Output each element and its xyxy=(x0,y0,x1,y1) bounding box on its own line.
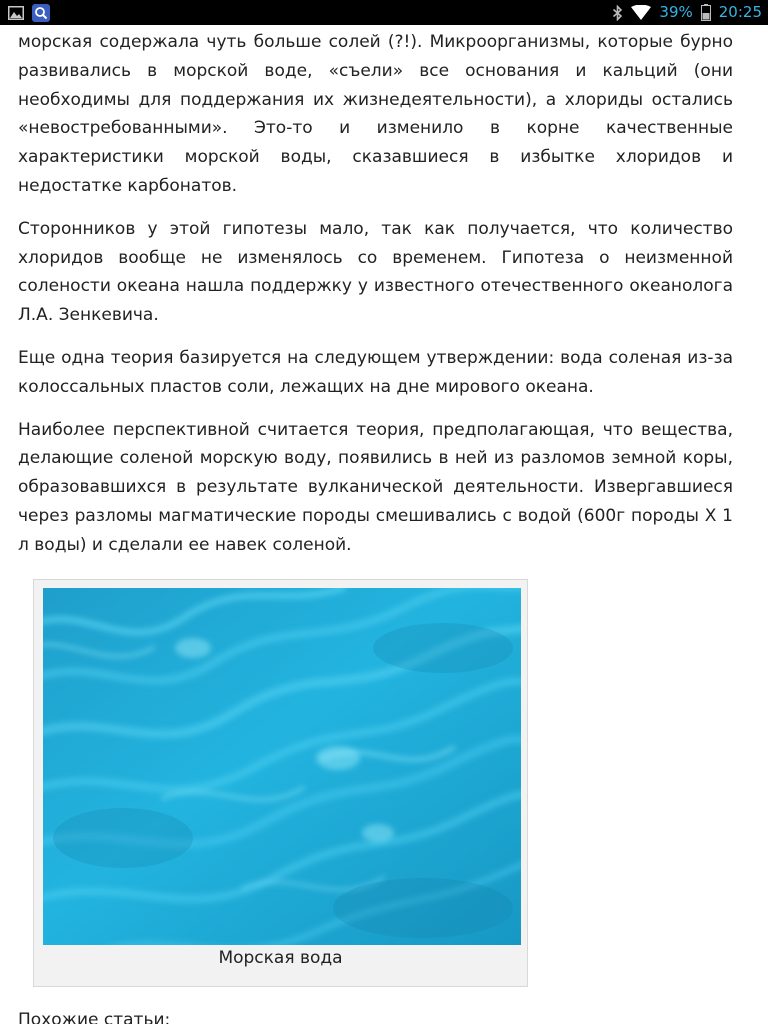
article-paragraph: морская содержала чуть больше солей (?!). Микроорганизмы, которые бурно развивались в морской воде, «съели» все основания и кальций (они необходимы для поддержания их жизнедеятельности), а хлориды остались «невостребованными». Это-то и изменило в корне качественные характеристики морской воды, сказавшиеся в избытке хлоридов и недостатке карбонатов. xyxy=(18,32,733,196)
article-body xyxy=(18,28,733,574)
battery-percent: 39% xyxy=(659,3,693,21)
status-bar-left xyxy=(8,4,50,22)
bluetooth-icon xyxy=(612,5,623,21)
search-app-icon[interactable] xyxy=(32,4,50,22)
status-bar-right xyxy=(612,0,762,25)
article-paragraph: Наиболее перспективной считается теория, предполагающая, что вещества, делающие соленой морскую воду, появились в ней из разломов земной коры, образовавшихся в результате вулканической деятельности. Извергавшиеся через разломы магматические породы смешивались с водой (600г породы Х 1 л воды) и сделали ее навек соленой. xyxy=(18,419,733,555)
clock: 20:25 xyxy=(718,3,762,21)
battery-icon xyxy=(701,4,711,21)
figure-caption: Морская вода xyxy=(218,948,343,968)
sea-water-image[interactable] xyxy=(43,588,521,945)
related-articles-heading: Похожие статьи: xyxy=(18,1010,171,1024)
status-bar xyxy=(0,0,768,25)
wifi-icon xyxy=(631,5,651,20)
article-paragraph: Еще одна теория базируется на следующем утверждении: вода соленая из-за колоссальных пластов соли, лежащих на дне мирового океана. xyxy=(18,347,733,397)
article-figure xyxy=(33,579,528,987)
article-paragraph: Сторонников у этой гипотезы мало, так как получается, что количество хлоридов вообще не изменялось со временем. Гипотеза о неизменной солености океана нашла поддержку у известного отечественного океанолога Л.А. Зенкевича. xyxy=(18,218,733,326)
gallery-icon[interactable] xyxy=(8,6,24,20)
